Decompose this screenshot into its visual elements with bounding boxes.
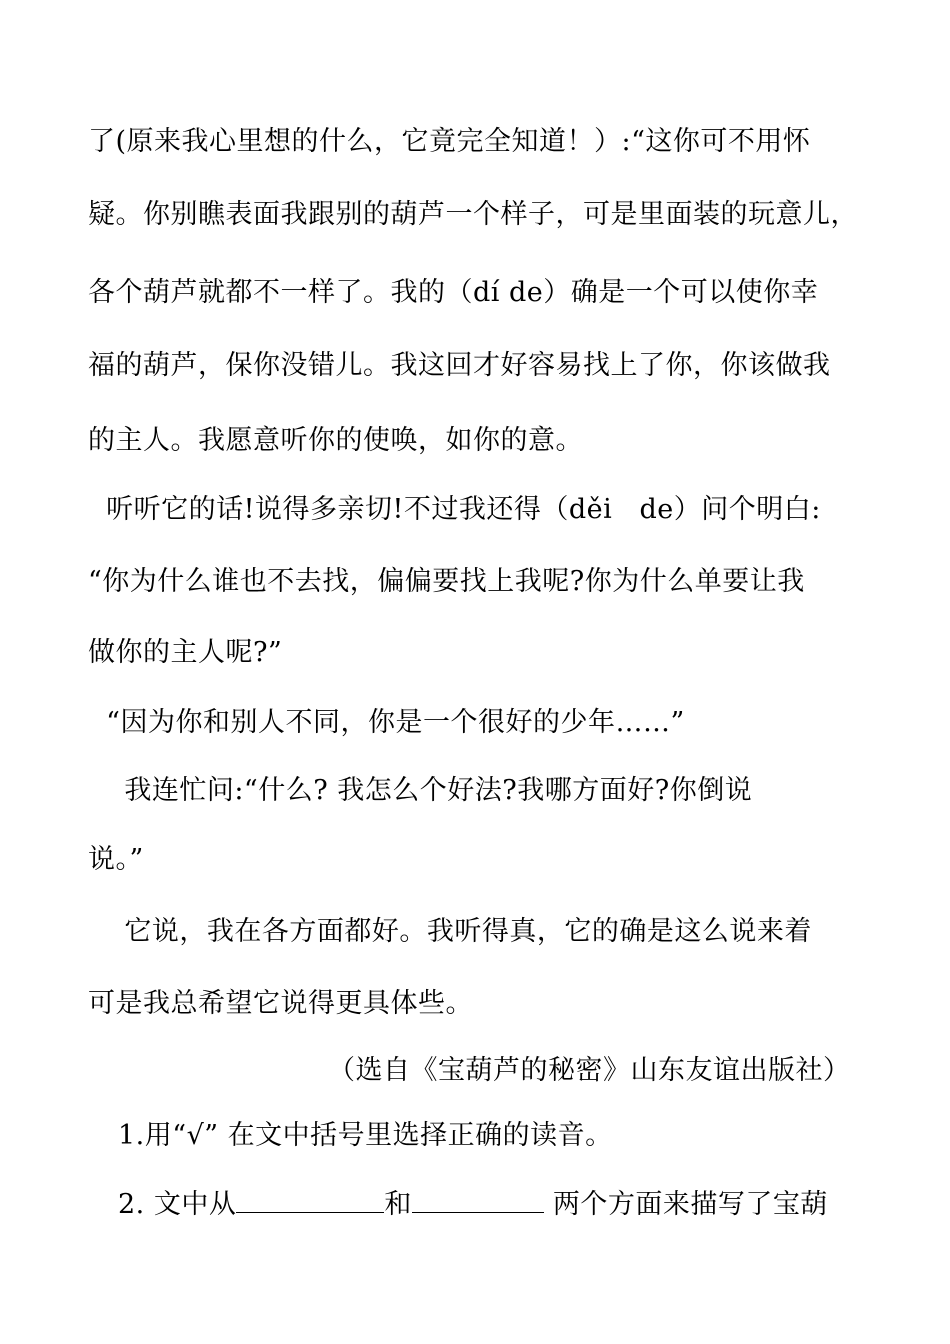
passage-line-3: 各个葫芦就都不一样了。我的（dí de）确是一个可以使你幸 <box>88 277 819 308</box>
passage-line-9: “因为你和别人不同，你是一个很好的少年……” <box>88 707 685 738</box>
passage-line-13: 可是我总希望它说得更具体些。 <box>88 988 473 1019</box>
question-2 <box>118 1186 828 1223</box>
answer-blank-1[interactable] <box>236 1186 384 1213</box>
passage-line-12: 它说，我在各方面都好。我听得真，它的确是这么说来着 <box>88 916 812 947</box>
source-citation: （选自《宝葫芦的秘密》山东友谊出版社） <box>328 1055 851 1086</box>
passage-line-6: 听听它的话!说得多亲切!不过我还得（děi de）问个明白: <box>88 494 821 525</box>
passage-line-1: 了(原来我心里想的什么，它竟完全知道！）:“这你可不用怀 <box>88 126 811 157</box>
question-2-suffix: 两个方面来描写了宝葫 <box>543 1189 828 1220</box>
passage-line-4: 福的葫芦，保你没错儿。我这回才好容易找上了你，你该做我 <box>88 350 831 381</box>
question-1: 1.用“√” 在文中括号里选择正确的读音。 <box>118 1120 613 1151</box>
passage-line-11: 说。” <box>88 844 144 875</box>
answer-blank-2[interactable] <box>412 1186 544 1213</box>
passage-line-7: “你为什么谁也不去找，偏偏要找上我呢?你为什么单要让我 <box>88 566 805 597</box>
passage-line-10: 我连忙问:“什么? 我怎么个好法?我哪方面好?你倒说 <box>88 775 753 806</box>
question-2-middle: 和 <box>384 1189 412 1220</box>
passage-line-5: 的主人。我愿意听你的使唤，如你的意。 <box>88 425 583 456</box>
question-2-prefix: 2. 文中从 <box>118 1189 237 1220</box>
passage-line-8: 做你的主人呢?” <box>88 637 283 668</box>
passage-line-2: 疑。你别瞧表面我跟别的葫芦一个样子，可是里面装的玩意儿， <box>88 199 858 230</box>
